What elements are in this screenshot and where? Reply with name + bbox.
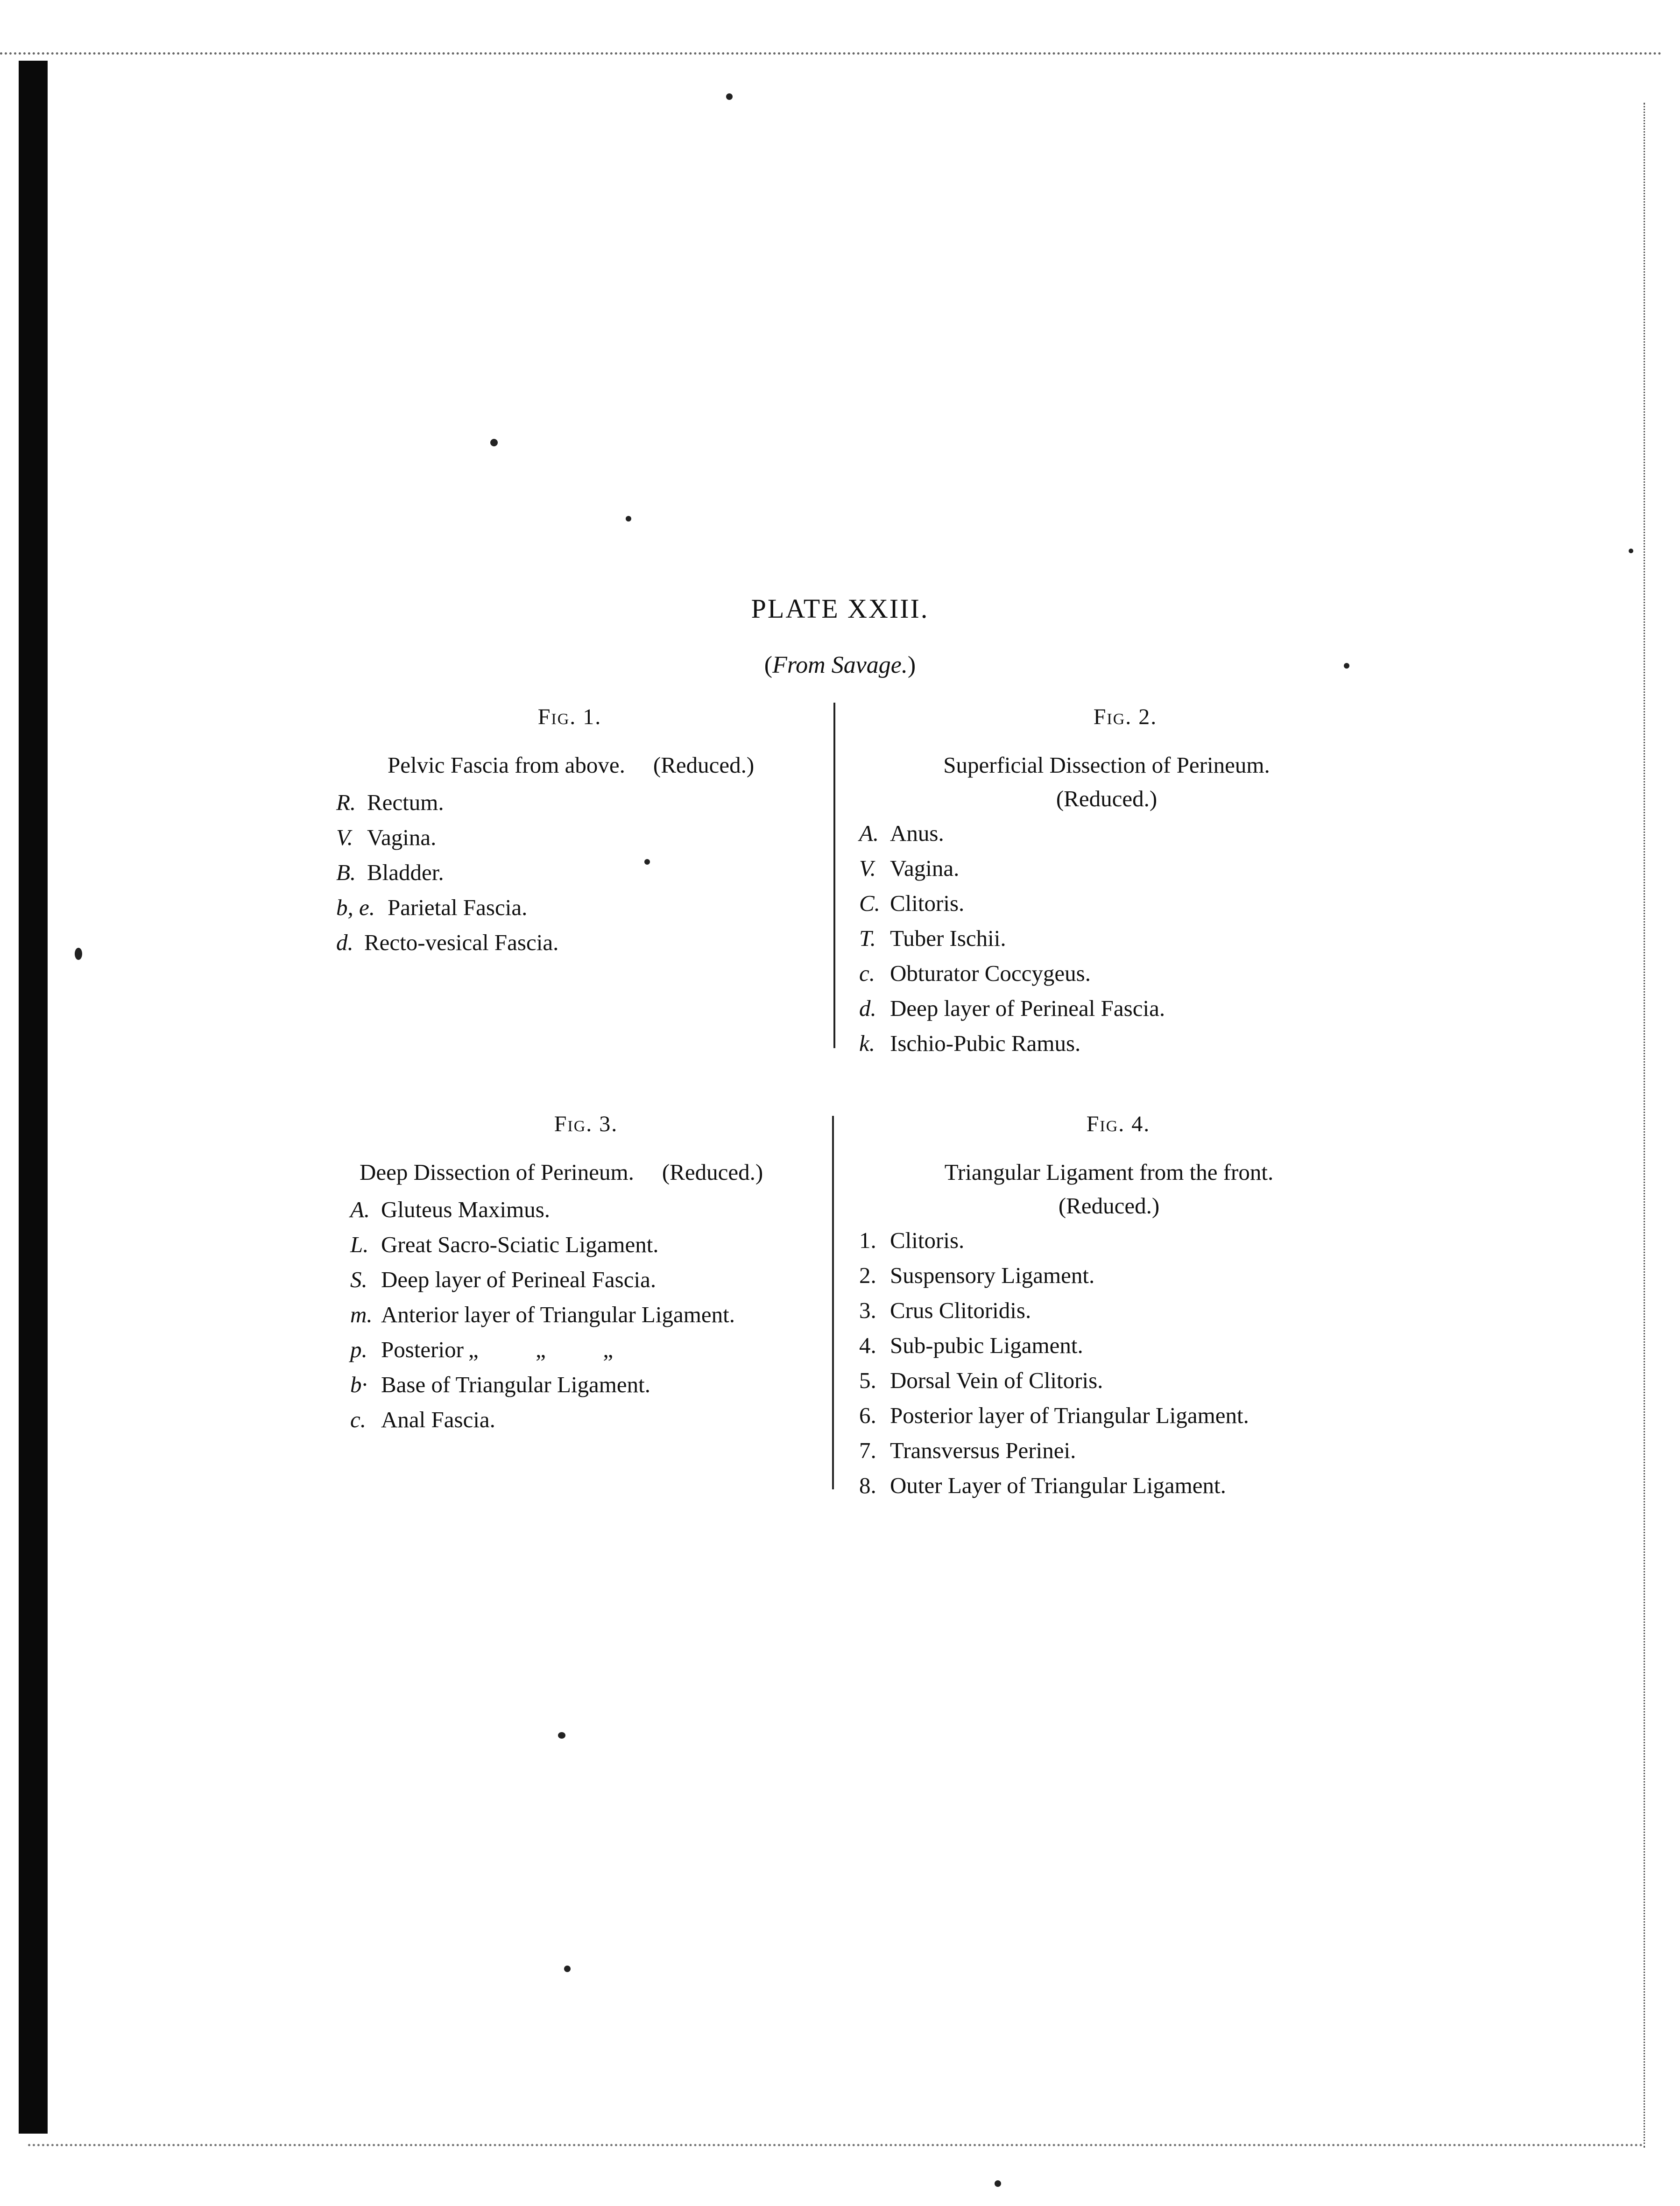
legend-item: [350, 1332, 831, 1367]
legend-text: Clitoris.: [890, 890, 965, 916]
legend-key: A.: [859, 820, 879, 846]
scan-speck: [490, 439, 498, 446]
legend-key: 8.: [859, 1473, 876, 1498]
legend-item: [350, 1262, 831, 1297]
legend-text: Rectum.: [367, 789, 444, 815]
legend-key: L.: [350, 1232, 369, 1257]
legend-key: B.: [336, 860, 356, 885]
legend-text: Deep layer of Perineal Fascia.: [890, 995, 1165, 1021]
legend-item: [336, 820, 803, 855]
legend-key: p.: [350, 1337, 367, 1362]
scan-speck: [558, 1732, 565, 1739]
caption-reduced: (Reduced.): [653, 752, 755, 778]
legend-text: Crus Clitoridis.: [890, 1297, 1031, 1323]
source-close-paren: ): [907, 652, 916, 678]
scan-speck: [626, 516, 631, 522]
legend-key: 3.: [859, 1297, 876, 1323]
figure-heading: Fig. 4.: [1086, 1112, 1151, 1136]
figure-legend: [336, 785, 803, 960]
legend-key: 6.: [859, 1403, 876, 1428]
figure-4: [859, 1111, 1349, 1503]
legend-key: S.: [350, 1267, 367, 1292]
legend-key: 2.: [859, 1262, 876, 1288]
legend-item: [350, 1367, 831, 1402]
legend-item: [350, 1227, 831, 1262]
figure-caption: [336, 748, 803, 782]
legend-item: [350, 1192, 831, 1227]
legend-text: Anal Fascia.: [381, 1407, 495, 1432]
figure-legend: [859, 816, 1326, 1061]
legend-item: [350, 1297, 831, 1332]
source-text: From Savage.: [772, 652, 908, 678]
legend-text: Anus.: [890, 820, 944, 846]
legend-text: Outer Layer of Triangular Ligament.: [890, 1473, 1226, 1498]
scan-speck: [1629, 549, 1633, 553]
legend-text: Base of Triangular Ligament.: [381, 1372, 651, 1397]
ditto-marks: „ „ „: [468, 1337, 614, 1362]
legend-text: Sub-pubic Ligament.: [890, 1332, 1083, 1358]
figure-caption: [859, 1156, 1349, 1223]
legend-text: Posterior: [381, 1337, 464, 1362]
scan-speck: [995, 2180, 1001, 2187]
legend-key: V.: [336, 825, 353, 850]
binding-shadow: [19, 61, 48, 2134]
legend-item: [859, 1328, 1349, 1363]
legend-key: V.: [859, 855, 876, 881]
legend-key: 1.: [859, 1227, 876, 1253]
page-edge-bottom: [28, 2144, 1644, 2146]
legend-item: [859, 921, 1326, 956]
legend-key: b·: [350, 1372, 367, 1397]
legend-item: [859, 1433, 1349, 1468]
legend-key: m.: [350, 1302, 373, 1327]
caption-reduced: (Reduced.): [1058, 1193, 1160, 1219]
caption-text: Triangular Ligament from the front.: [944, 1159, 1274, 1185]
legend-key: R.: [336, 789, 356, 815]
legend-text: Transversus Perinei.: [890, 1438, 1076, 1463]
legend-item: [859, 851, 1326, 886]
legend-item: [859, 1026, 1326, 1061]
legend-key: b, e.: [336, 895, 375, 920]
page-edge-right: [1644, 103, 1647, 2148]
caption-text: Deep Dissection of Perineum.: [360, 1159, 634, 1185]
legend-text: Clitoris.: [890, 1227, 965, 1253]
figure-legend: [350, 1192, 831, 1437]
legend-key: 7.: [859, 1438, 876, 1463]
legend-item: [859, 886, 1326, 921]
figure-legend: [859, 1223, 1349, 1503]
legend-item: [859, 1398, 1349, 1433]
legend-key: 4.: [859, 1332, 876, 1358]
legend-item: [336, 925, 803, 960]
legend-key: k.: [859, 1030, 875, 1056]
figure-heading: Fig. 2.: [1093, 705, 1158, 729]
legend-text: Obturator Coccygeus.: [890, 960, 1091, 986]
legend-text: Gluteus Maximus.: [381, 1197, 551, 1222]
legend-item: [859, 991, 1326, 1026]
legend-item: [336, 785, 803, 820]
figure-heading: Fig. 1.: [537, 705, 602, 729]
legend-key: 5.: [859, 1367, 876, 1393]
legend-text: Recto-vesical Fascia.: [364, 930, 559, 955]
legend-text: Vagina.: [890, 855, 960, 881]
plate-source: [0, 651, 1680, 679]
figure-3: [350, 1111, 831, 1437]
legend-item: [859, 1293, 1349, 1328]
figure-1: [336, 704, 803, 960]
caption-reduced: (Reduced.): [1056, 786, 1158, 811]
caption-text: Pelvic Fascia from above.: [388, 752, 625, 778]
figure-2: [859, 704, 1326, 1061]
legend-item: [859, 1223, 1349, 1258]
legend-item: [859, 1258, 1349, 1293]
legend-text: Deep layer of Perineal Fascia.: [381, 1267, 656, 1292]
page-edge-top: [0, 52, 1662, 55]
figure-heading: Fig. 3.: [554, 1112, 618, 1136]
caption-text: Superficial Dissection of Perineum.: [943, 752, 1270, 778]
legend-item: [336, 855, 803, 890]
figure-caption: [350, 1156, 831, 1189]
legend-text: Vagina.: [367, 825, 437, 850]
legend-text: Tuber Ischii.: [890, 925, 1006, 951]
legend-item: [859, 1468, 1349, 1503]
legend-item: [859, 1363, 1349, 1398]
scan-speck: [564, 1966, 571, 1972]
legend-text: Anterior layer of Triangular Ligament.: [381, 1302, 735, 1327]
legend-key: C.: [859, 890, 880, 916]
legend-item: [859, 816, 1326, 851]
source-open-paren: (: [764, 652, 773, 678]
legend-key: c.: [859, 960, 875, 986]
column-divider: [833, 703, 835, 1048]
legend-item: [350, 1402, 831, 1437]
column-divider: [832, 1116, 834, 1489]
figure-caption: [859, 748, 1326, 816]
legend-text: Bladder.: [367, 860, 444, 885]
legend-text: Dorsal Vein of Clitoris.: [890, 1367, 1103, 1393]
scan-speck: [75, 948, 82, 960]
legend-item: [859, 956, 1326, 991]
legend-key: T.: [859, 925, 876, 951]
legend-text: Ischio-Pubic Ramus.: [890, 1030, 1081, 1056]
caption-reduced: (Reduced.): [662, 1159, 763, 1185]
legend-text: Great Sacro-Sciatic Ligament.: [381, 1232, 659, 1257]
legend-item: [336, 890, 803, 925]
legend-key: d.: [859, 995, 876, 1021]
legend-key: d.: [336, 930, 353, 955]
scan-speck: [726, 93, 733, 100]
legend-key: c.: [350, 1407, 366, 1432]
legend-text: Suspensory Ligament.: [890, 1262, 1095, 1288]
legend-key: A.: [350, 1197, 370, 1222]
legend-text: Parietal Fascia.: [388, 895, 528, 920]
legend-text: Posterior layer of Triangular Ligament.: [890, 1403, 1249, 1428]
plate-title: PLATE XXIII.: [751, 593, 929, 624]
